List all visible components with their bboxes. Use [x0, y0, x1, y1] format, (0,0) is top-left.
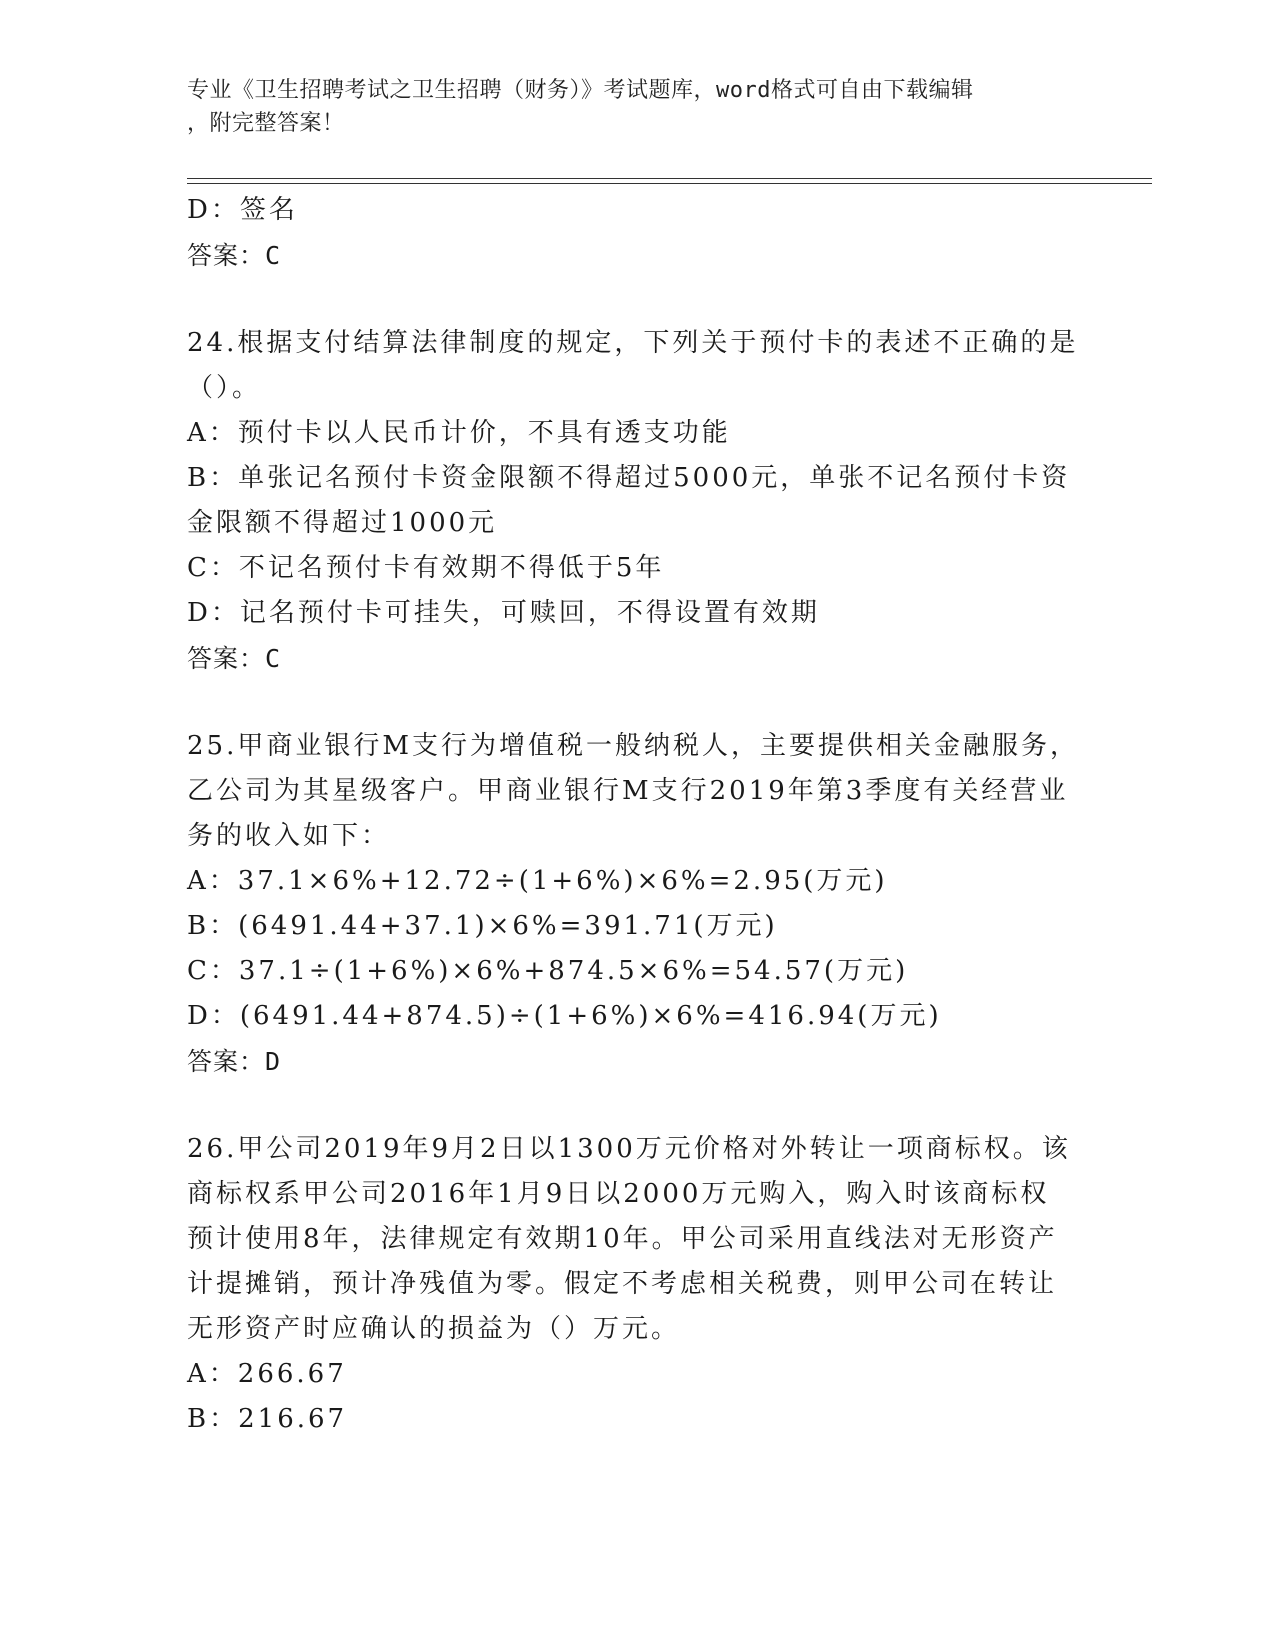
question-24	[187, 321, 1087, 681]
option-a: A：37.1×6%+12.72÷(1+6%)×6%=2.95(万元)	[187, 866, 888, 896]
option-d: D：记名预付卡可挂失，可赎回，不得设置有效期	[187, 598, 820, 628]
option-d: D：签名	[187, 195, 298, 225]
header-divider-bottom	[187, 183, 1152, 184]
option-b: B：216.67	[187, 1404, 348, 1434]
question-stem: 无形资产时应确认的损益为（）万元。	[187, 1314, 681, 1344]
question-content	[187, 188, 1087, 1442]
header-divider-top	[187, 178, 1152, 179]
option-a: A：预付卡以人民币计价，不具有透支功能	[187, 418, 731, 448]
question-stem: 乙公司为其星级客户。甲商业银行M支行2019年第3季度有关经营业	[187, 776, 1069, 806]
option-c: C：37.1÷(1+6%)×6%+874.5×6%=54.57(万元)	[187, 956, 909, 986]
question-25	[187, 724, 1087, 1084]
question-stem: 24.根据支付结算法律制度的规定，下列关于预付卡的表述不正确的是	[187, 328, 1079, 358]
answer: 答案：D	[187, 1047, 282, 1076]
option-b: B：(6491.44+37.1)×6%=391.71(万元)	[187, 911, 778, 941]
header-line-2: ，附完整答案！	[187, 111, 345, 136]
question-stem: （）。	[187, 373, 262, 403]
option-a: A：266.67	[187, 1359, 347, 1389]
option-c: C：不记名预付卡有效期不得低于5年	[187, 553, 665, 583]
question-stem: 计提摊销，预计净残值为零。假定不考虑相关税费，则甲公司在转让	[187, 1269, 1058, 1299]
previous-question-tail	[187, 188, 1087, 278]
question-stem: 务的收入如下：	[187, 821, 391, 851]
answer: 答案：C	[187, 241, 282, 270]
question-stem: 商标权系甲公司2016年1月9日以2000万元购入，购入时该商标权	[187, 1179, 1050, 1209]
question-stem: 预计使用8年，法律规定有效期10年。甲公司采用直线法对无形资产	[187, 1224, 1058, 1254]
option-b: B：单张记名预付卡资金限额不得超过5000元，单张不记名预付卡资	[187, 463, 1071, 493]
header-line-1: 专业《卫生招聘考试之卫生招聘（财务）》考试题库，word格式可自由下载编辑	[187, 78, 974, 103]
option-d: D：(6491.44+874.5)÷(1+6%)×6%=416.94(万元)	[187, 1001, 942, 1031]
document-header	[187, 74, 1067, 140]
question-stem: 25.甲商业银行M支行为增值税一般纳税人，主要提供相关金融服务，	[187, 731, 1079, 761]
option-b-continued: 金限额不得超过1000元	[187, 508, 498, 538]
answer: 答案：C	[187, 644, 282, 673]
question-26	[187, 1127, 1087, 1442]
question-stem: 26.甲公司2019年9月2日以1300万元价格对外转让一项商标权。该	[187, 1134, 1071, 1164]
